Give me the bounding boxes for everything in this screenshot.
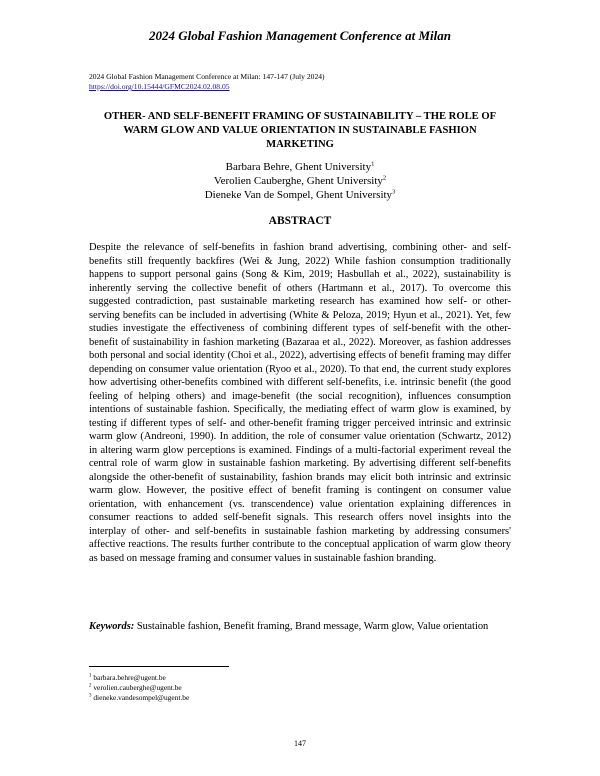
citation-line: 2024 Global Fashion Management Conference at Milan: 147-147 (July 2024) bbox=[89, 72, 325, 81]
doi-link[interactable]: https://doi.org/10.15444/GFMC2024.02.08.05 bbox=[89, 82, 230, 91]
footnote-mark: 3 bbox=[89, 693, 92, 699]
footnote-email: dieneke.vandesompel@ugent.be bbox=[91, 693, 190, 702]
abstract-heading: ABSTRACT bbox=[268, 215, 332, 227]
footnote-mark: 3 bbox=[392, 188, 396, 196]
author-name: Dieneke Van de Sompel, Ghent University bbox=[204, 189, 393, 201]
author-line bbox=[89, 188, 511, 202]
paper-title: OTHER- AND SELF-BENEFIT FRAMING OF SUSTAINABILITY – THE ROLE OF WARM GLOW AND VALUE ORIENTATION IN SUSTAINABLE FASHION MARKETING bbox=[103, 111, 497, 150]
keywords-text: Sustainable fashion, Benefit framing, Brand message, Warm glow, Value orientation bbox=[134, 621, 489, 632]
keywords-label: Keywords: bbox=[89, 621, 135, 632]
footnote-mark: 1 bbox=[89, 673, 92, 679]
footnote-mark: 2 bbox=[89, 683, 92, 689]
author-line bbox=[89, 174, 511, 188]
footnotes bbox=[89, 673, 189, 703]
footnote-mark: 2 bbox=[382, 174, 387, 182]
author-list bbox=[89, 160, 511, 202]
footnote-mark: 1 bbox=[371, 160, 375, 168]
abstract-body: Despite the relevance of self-benefits in fashion brand advertising, combining other- and self-benefits still frequently backfires (Wei & Jung, 2022) While fashion consumption traditionally happens to support personal gains (Song & Kim, 2019; Hasbullah et al., 2022), sustainability is inherently serving the collective benefit of others (Hartmann et al., 2017). To overcome this suggested contradiction, past sustainable marketing research has examined how self- or other-serving benefits can be included in advertising (White & Peloza, 2019; Hyun et al., 2021). Yet, few studies investigate the effectiveness of combining different types of self-benefit with the other-benefit of sustainability in fashion marketing (Bazaraa et al., 2022). Moreover, as fashion addresses both personal and social identity (Choi et al., 2022), advertising effects of benefit framing may differ depending on consumer value orientation (Ryoo et al., 2020). To that end, the current study explores how advertising other-benefits combined with different self-benefits, i.e. intrinsic benefit (the good feeling of helping others) and image-benefit (the social recognition), influences consumption intentions of sustainable fashion. Specifically, the mediating effect of warm glow is examined, by testing if different types of self- and other-benefit framing trigger perceived intrinsic and extrinsic warm glow (Andreoni, 1990). In addition, the role of consumer value orientation (Schwartz, 2012) in altering warm glow perceptions is examined. Findings of a multi-factorial experiment reveal the central role of warm glow in sustainable fashion marketing. By advertising different self-benefits alongside the other-benefit of sustainability, fashion brands may elicit both intrinsic and extrinsic warm glow. However, the positive effect of benefit framing is contingent on consumer value orientation, with enhancement (vs. transcendence) value orientation explaining differences in consumer reactions to added self-benefit signals. This research offers novel insights into the interplay of other- and self-benefits in sustainable fashion marketing by addressing consumers' affective reactions. The results further contribute to the conceptual application of warm glow theory as based on message framing and consumer values in sustainable fashion branding. bbox=[89, 242, 511, 564]
citation-block bbox=[89, 72, 325, 92]
footnote-divider bbox=[89, 666, 229, 667]
author-name: Barbara Behre, Ghent University bbox=[225, 161, 372, 173]
footnote-email: verolien.cauberghe@ugent.be bbox=[91, 683, 182, 692]
author-name: Verolien Cauberghe, Ghent University bbox=[213, 175, 383, 187]
footnote bbox=[89, 683, 189, 693]
keywords-paragraph bbox=[89, 620, 511, 634]
footnote bbox=[89, 693, 189, 703]
page-number: 147 bbox=[294, 739, 306, 748]
footnote bbox=[89, 673, 189, 683]
footnote-email: barbara.behre@ugent.be bbox=[91, 673, 166, 682]
author-line bbox=[89, 160, 511, 174]
conference-header: 2024 Global Fashion Management Conference at Milan bbox=[149, 28, 451, 43]
